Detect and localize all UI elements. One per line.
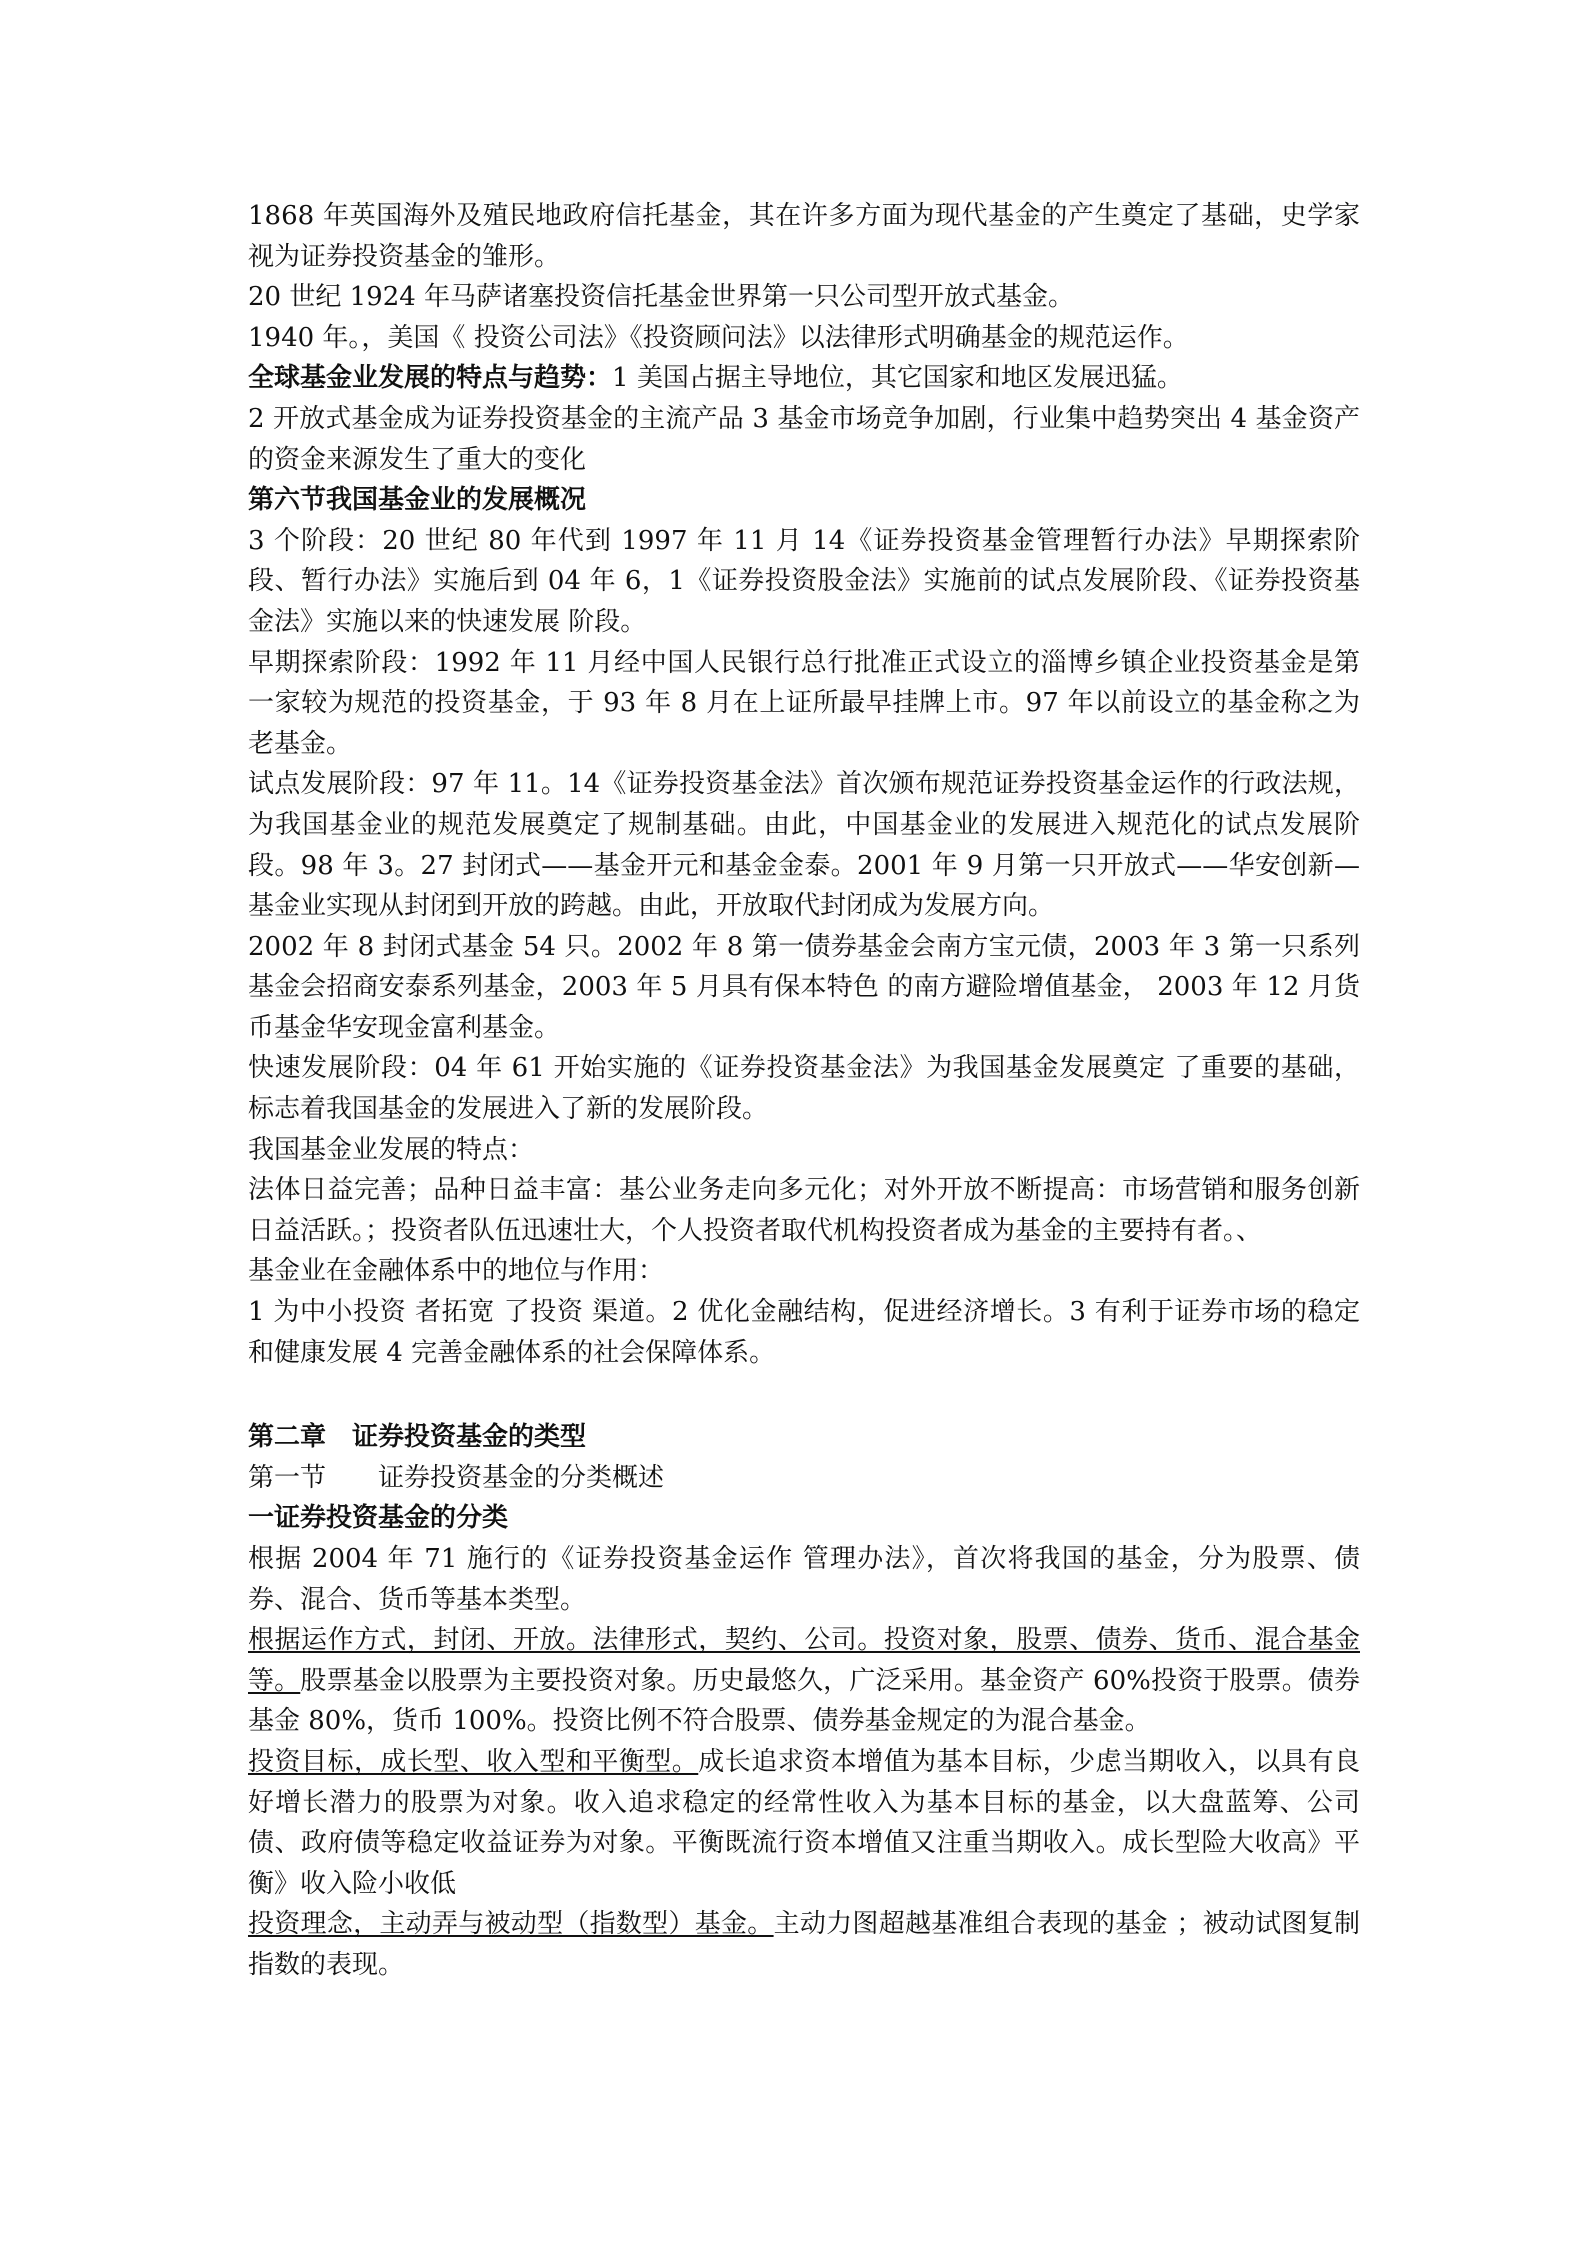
paragraph-features-title: 我国基金业发展的特点： [248, 1134, 535, 1165]
paragraph-investment-goal [248, 1742, 1360, 1904]
paragraph-global-trends [248, 358, 1360, 399]
paragraph-classification-2004: 根据 2004 年 71 施行的《证券投资基金运作 管理办法》，首次将我国的基金，分为股票、债券、混合、货币等基本类型。 [248, 1544, 1360, 1615]
paragraph-fast-stage: 快速发展阶段：04 年 61 开始实施的《证券投资基金法》为我国基金发展奠定 了重要的基础，标志着我国基金的发展进入了新的发展阶段。 [248, 1053, 1360, 1125]
paragraph-2002-2003: 2002 年 8 封闭式基金 54 只。2002 年 8 第一债券基金会南方宝元债，2003 年 3 第一只系列基金会招商安泰系列基金，2003 年 5 月具有保本特色 的南方避险增值基金， 2003 年 12 月货币基金华安现金富利基金。 [248, 931, 1360, 1043]
section-1-heading: 第一节 证券投资基金的分类概述 [248, 1462, 665, 1493]
subsection-heading: 一证券投资基金的分类 [248, 1503, 509, 1534]
section-6-heading: 第六节我国基金业的发展概况 [248, 485, 587, 516]
paragraph-pilot-stage: 试点发展阶段：97 年 11。14《证券投资基金法》首次颁布规范证券投资基金运作的行政法规，为我国基金业的规范发展奠定了规制基础。由此，中国基金业的发展进入规范化的试点发展阶段。98 年 3。27 封闭式——基金开元和基金金泰。2001 年 9 月第一只开放式——华安创新—基金业实现从封闭到开放的跨越。由此，开放取代封闭成为发展方向。 [248, 769, 1360, 922]
operation-mode-underlined: 根据运作方式，封闭、开放。法律形式，契约、公司。投资对象，股票、债券、货币、混合基金等。 [248, 1625, 1360, 1696]
investment-goal-underlined: 投资目标，成长型、收入型和平衡型。 [248, 1746, 699, 1777]
chapter-gap [248, 1373, 1360, 1417]
paragraph-role-title: 基金业在金融体系中的地位与作用： [248, 1256, 665, 1287]
chapter-2-heading: 第二章 证券投资基金的类型 [248, 1422, 587, 1453]
global-trends-text: 1 美国占据主导地位，其它国家和地区发展迅猛。 [612, 363, 1183, 394]
paragraph-global-trends-cont: 2 开放式基金成为证券投资基金的主流产品 3 基金市场竞争加剧，行业集中趋势突出 4 基金资产的资金来源发生了重大的变化 [248, 403, 1360, 475]
paragraph-history-1868: 1868 年英国海外及殖民地政府信托基金，其在许多方面为现代基金的产生奠定了基础，史学家视为证券投资基金的雏形。 [248, 201, 1360, 272]
investment-goal-text: 成长追求资本增值为基本目标，少虑当期收入，以具有良好增长潜力的股票为对象。收入追求稳定的经常性收入为基本目标的基金，以大盘蓝筹、公司债、政府债等稳定收益证券为对象。平衡既流行资本增值又注重当期收入。成长型险大收高》平衡》收入险小收低 [248, 1746, 1360, 1899]
paragraph-three-stages: 3 个阶段：20 世纪 80 年代到 1997 年 11 月 14《证券投资基金管理暂行办法》早期探索阶段、暂行办法》实施后到 04 年 6，1《证券投资股金法》实施前的试点发展阶段、《证券投资基金法》实施以来的快速发展 阶段。 [248, 525, 1360, 637]
paragraph-early-stage: 早期探索阶段：1992 年 11 月经中国人民银行总行批准正式设立的淄博乡镇企业投资基金是第一家较为规范的投资基金，于 93 年 8 月在上证所最早挂牌上市。97 年以前设立的基金称之为老基金。 [248, 647, 1360, 759]
paragraph-investment-concept [248, 1904, 1360, 1985]
investment-concept-underlined: 投资理念，主动弄与被动型（指数型）基金。 [248, 1909, 774, 1940]
paragraph-operation-mode [248, 1620, 1360, 1742]
operation-mode-text: 股票基金以股票为主要投资对象。历史最悠久，广泛采用。基金资产 60%投资于股票。债券基金 80%，货币 100%。投资比例不符合股票、债券基金规定的为混合基金。 [248, 1665, 1360, 1737]
paragraph-history-1924: 20 世纪 1924 年马萨诸塞投资信托基金世界第一只公司型开放式基金。 [248, 282, 1075, 313]
document-page [248, 196, 1360, 1986]
paragraph-history-1940: 1940 年。，美国《 投资公司法》《投资顾问法》以法律形式明确基金的规范运作。 [248, 322, 1189, 353]
paragraph-features: 法体日益完善；品种日益丰富：基公业务走向多元化；对外开放不断提高：市场营销和服务创新日益活跃。；投资者队伍迅速壮大，个人投资者取代机构投资者成为基金的主要持有者。、 [248, 1175, 1360, 1246]
investment-concept-text: 主动力图超越基准组合表现的基金 ；被动试图复制指数的表现。 [248, 1909, 1360, 1980]
paragraph-role: 1 为中小投资 者拓宽 了投资 渠道。2 优化金融结构，促进经济增长。3 有利于证券市场的稳定和健康发展 4 完善金融体系的社会保障体系。 [248, 1297, 1360, 1368]
global-trends-heading: 全球基金业发展的特点与趋势： [248, 363, 613, 394]
